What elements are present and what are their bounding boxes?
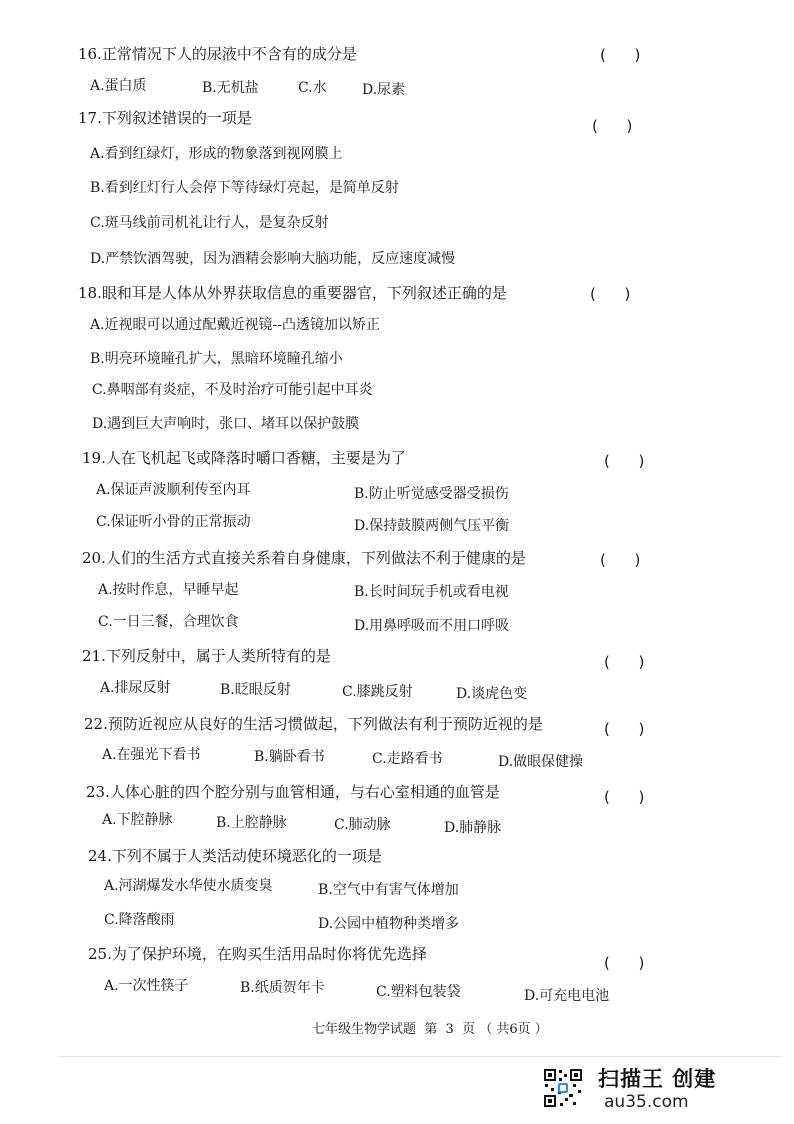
- option-20-a: A.按时作息，早睡早起: [98, 582, 239, 598]
- scanner-brand: 扫描王 创建: [598, 1067, 717, 1091]
- option-21-c: C.膝跳反射: [342, 684, 413, 700]
- option-18-a: A.近视眼可以通过配戴近视镜--凸透镜加以矫正: [90, 317, 381, 333]
- option-24-b: B.空气中有害气体增加: [318, 882, 459, 898]
- option-17-b: B.看到红灯行人会停下等待绿灯亮起，是简单反射: [90, 180, 399, 196]
- option-19-d: D.保持鼓膜两侧气压平衡: [354, 518, 510, 534]
- option-16-a: A.蛋白质: [90, 78, 147, 94]
- question-24-stem: 24.下列不属于人类活动使环境恶化的一项是: [88, 847, 382, 865]
- option-23-d: D.肺静脉: [444, 820, 502, 836]
- option-23-a: A.下腔静脉: [102, 812, 173, 828]
- option-23-c: C.肺动脉: [334, 817, 391, 833]
- answer-blank-25: ( ): [604, 954, 645, 972]
- option-16-c: C.水: [298, 80, 327, 96]
- option-21-d: D.谈虎色变: [456, 686, 528, 702]
- option-25-c: C.塑料包装袋: [376, 984, 461, 1000]
- answer-blank-21: ( ): [604, 653, 645, 671]
- option-16-b: B.无机盐: [202, 80, 259, 96]
- option-21-a: A.排尿反射: [100, 680, 171, 696]
- option-19-b: B.防止听觉感受器受损伤: [354, 486, 509, 502]
- option-18-b: B.明亮环境瞳孔扩大，黑暗环境瞳孔缩小: [90, 351, 343, 367]
- qr-code-icon: [543, 1068, 583, 1108]
- option-22-c: C.走路看书: [372, 751, 443, 767]
- footer-divider: [60, 1056, 780, 1057]
- option-20-c: C.一日三餐，合理饮食: [98, 614, 239, 630]
- answer-blank-20: ( ): [600, 551, 641, 569]
- answer-blank-17: ( ): [592, 117, 633, 135]
- answer-blank-18: ( ): [590, 285, 631, 303]
- scanner-site: au35.com: [604, 1092, 689, 1112]
- option-21-b: B.眨眼反射: [220, 682, 291, 698]
- option-17-c: C.斑马线前司机礼让行人，是复杂反射: [90, 215, 329, 231]
- option-16-d: D.尿素: [362, 82, 406, 98]
- question-20-stem: 20.人们的生活方式直接关系着自身健康，下列做法不利于健康的是: [82, 549, 526, 567]
- question-22-stem: 22.预防近视应从良好的生活习惯做起，下列做法有利于预防近视的是: [84, 715, 543, 733]
- answer-blank-16: ( ): [600, 46, 641, 64]
- option-19-a: A.保证声波顺利传至内耳: [96, 482, 251, 498]
- option-22-a: A.在强光下看书: [102, 747, 201, 763]
- answer-blank-19: ( ): [604, 452, 645, 470]
- option-24-c: C.降落酸雨: [104, 912, 175, 928]
- question-19-stem: 19.人在飞机起飞或降落时嚼口香糖，主要是为了: [82, 449, 406, 467]
- option-17-a: A.看到红绿灯，形成的物象落到视网膜上: [90, 146, 343, 162]
- option-25-d: D.可充电电池: [524, 988, 610, 1004]
- answer-blank-22: ( ): [604, 720, 645, 738]
- option-19-c: C.保证听小骨的正常振动: [96, 514, 251, 530]
- question-21-stem: 21.下列反射中，属于人类所特有的是: [82, 647, 331, 665]
- option-20-d: D.用鼻呼吸而不用口呼吸: [354, 618, 510, 634]
- question-23-stem: 23.人体心脏的四个腔分别与血管相通，与右心室相通的血管是: [86, 783, 500, 801]
- option-18-d: D.遇到巨大声响时，张口、堵耳以保护鼓膜: [92, 416, 360, 432]
- answer-blank-23: ( ): [604, 788, 645, 806]
- option-20-b: B.长时间玩手机或看电视: [354, 584, 509, 600]
- option-22-d: D.做眼保健操: [498, 754, 584, 770]
- option-24-d: D.公园中植物种类增多: [318, 916, 460, 932]
- option-25-b: B.纸质贺年卡: [240, 980, 325, 996]
- option-22-b: B.躺卧看书: [254, 749, 325, 765]
- question-25-stem: 25.为了保护环境，在购买生活用品时你将优先选择: [88, 945, 427, 963]
- option-24-a: A.河湖爆发水华使水质变臭: [104, 878, 273, 894]
- question-16-stem: 16.正常情况下人的尿液中不含有的成分是: [78, 45, 357, 63]
- option-17-d: D.严禁饮酒驾驶，因为酒精会影响大脑功能，反应速度减慢: [90, 251, 456, 267]
- question-18-stem: 18.眼和耳是人体从外界获取信息的重要器官，下列叙述正确的是: [78, 284, 507, 302]
- option-23-b: B.上腔静脉: [216, 815, 287, 831]
- option-25-a: A.一次性筷子: [104, 978, 189, 994]
- option-18-c: C.鼻咽部有炎症，不及时治疗可能引起中耳炎: [92, 382, 373, 398]
- question-17-stem: 17.下列叙述错误的一项是: [78, 109, 252, 127]
- page-footer: 七年级生物学试题 第 3 页 （ 共6页 ）: [312, 1022, 548, 1037]
